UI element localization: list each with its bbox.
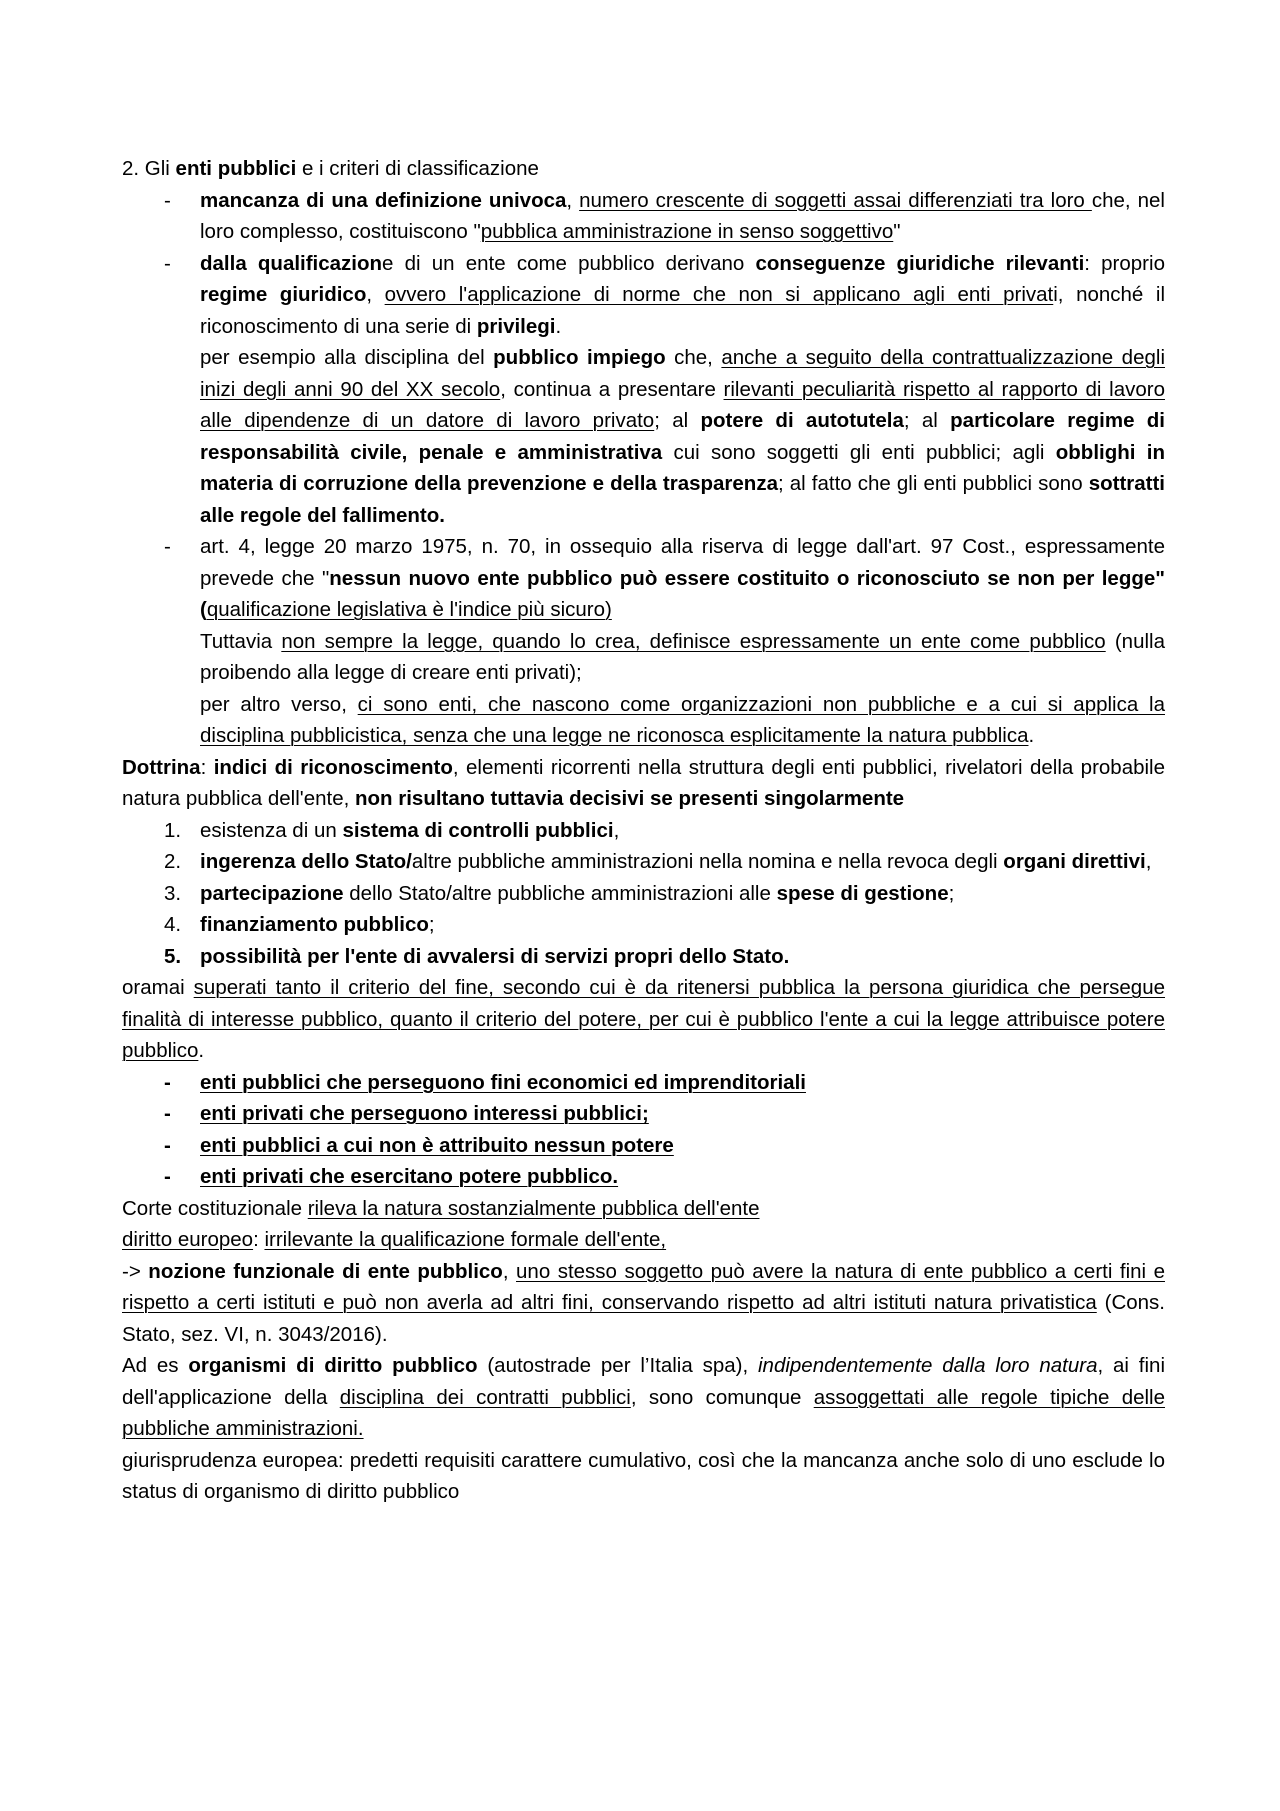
number-marker: 2.: [164, 850, 182, 873]
numbered-item-1: 1. esistenza di un sistema di controlli pubblici,: [122, 815, 1165, 847]
bold-bullet-item: - enti privati che esercitano potere pubblico.: [122, 1161, 1165, 1193]
numbered-item-2: 2. ingerenza dello Stato/altre pubbliche amministrazioni nella nomina e nella revoca degli organi direttivi,: [122, 846, 1165, 878]
bold-bullet-item: - enti pubblici a cui non è attribuito nessun potere: [122, 1130, 1165, 1162]
bold-bullet-item: - enti privati che perseguono interessi pubblici;: [122, 1098, 1165, 1130]
bullet-marker: -: [164, 1102, 171, 1125]
bullet-continuation-altro-verso: per altro verso, ci sono enti, che nascono come organizzazioni non pubbliche e a cui si applica la disciplina pubblicistica, senza che una legge ne riconosca esplicitamente la natura pubblica.: [200, 692, 1165, 747]
bullet-item-qualification: - dalla qualificazione di un ente come pubblico derivano conseguenze giuridiche rilevanti: proprio regime giuridico, ovvero l'applicazione di norme che non si applicano agli enti privati, nonché il riconoscimento di una serie di privilegi.: [122, 248, 1165, 343]
section-heading: [122, 153, 1165, 185]
heading-text: e i criteri di classificazione: [296, 157, 539, 180]
bullet-marker: -: [164, 1070, 171, 1094]
paragraph-corte: Corte costituzionale rileva la natura sostanzialmente pubblica dell'ente: [122, 1196, 760, 1220]
bullet-continuation-example: per esempio alla disciplina del pubblico impiego che, anche a seguito della contrattualizzazione degli inizi degli anni 90 del XX secolo, continua a presentare rilevanti peculiarità rispetto al rapporto di lavoro alle dipendenze di un datore di lavoro privato; al potere di autotutela; al particolare regime di responsabilità civile, penale e amministrativa cui sono soggetti gli enti pubblici; agli obblighi in materia di corruzione della prevenzione e della trasparenza; al fatto che gli enti pubblici sono sottratti alle regole del fallimento.: [200, 346, 1165, 527]
number-marker: 1.: [164, 818, 182, 842]
numbered-item-4: 4. finanziamento pubblico;: [122, 909, 1165, 941]
bullet-item-law: - art. 4, legge 20 marzo 1975, n. 70, in ossequio alla riserva di legge dall'art. 97 Cost., espressamente prevede che "nessun nuovo ente pubblico può essere costituito o riconosciuto se non per legge" (qualificazione legislativa è l'indice più sicuro): [122, 531, 1165, 626]
number-marker: 3.: [164, 881, 182, 905]
bullet-marker: -: [164, 535, 171, 558]
numbered-item-5: 5. possibilità per l'ente di avvalersi di servizi propri dello Stato.: [122, 941, 1165, 973]
heading-bold: enti pubblici: [175, 157, 297, 180]
document-page: [122, 153, 1165, 1508]
paragraph-giurisprudenza: giurisprudenza europea: predetti requisiti carattere cumulativo, così che la mancanza anche solo di uno esclude lo status di organismo di diritto pubblico: [122, 1448, 1165, 1503]
bullet-marker: -: [164, 188, 171, 212]
bullet-continuation-tuttavia: Tuttavia non sempre la legge, quando lo crea, definisce espressamente un ente come pubblico (nulla proibendo alla legge di creare enti privati);: [200, 629, 1165, 684]
bullet-marker: -: [164, 1165, 171, 1188]
paragraph-diritto-europeo: diritto europeo: irrilevante la qualificazione formale dell'ente,: [122, 1228, 667, 1251]
paragraph-oramai: oramai superati tanto il criterio del fine, secondo cui è da ritenersi pubblica la persona giuridica che persegue finalità di interesse pubblico, quanto il criterio del potere, per cui è pubblico l'ente a cui la legge attribuisce potere pubblico.: [122, 976, 1165, 1062]
paragraph-ad-es: Ad es organismi di diritto pubblico (autostrade per l’Italia spa), indipendentemente dalla loro natura, ai fini dell'applicazione della disciplina dei contratti pubblici, sono comunque assoggettati alle regole tipiche delle pubbliche amministrazioni.: [122, 1354, 1165, 1440]
paragraph-nozione: -> nozione funzionale di ente pubblico, uno stesso soggetto può avere la natura di ente pubblico a certi fini e rispetto a certi istituti e può non averla ad altri fini, conservando rispetto ad altri istituti natura privatistica (Cons. Stato, sez. VI, n. 3043/2016).: [122, 1259, 1165, 1346]
bold-bullet-item: - enti pubblici che perseguono fini economici ed imprenditoriali: [122, 1067, 1165, 1099]
bullet-marker: -: [164, 1133, 171, 1157]
numbered-item-3: 3. partecipazione dello Stato/altre pubbliche amministrazioni alle spese di gestione;: [122, 878, 1165, 910]
number-marker: 5.: [164, 944, 182, 968]
bullet-item-definition: - mancanza di una definizione univoca, numero crescente di soggetti assai differenziati tra loro che, nel loro complesso, costituiscono "pubblica amministrazione in senso soggettivo": [122, 185, 1165, 248]
bullet-marker: -: [164, 251, 171, 275]
heading-text: 2. Gli: [122, 157, 176, 180]
number-marker: 4.: [164, 913, 182, 936]
paragraph-dottrina: Dottrina: indici di riconoscimento, elementi ricorrenti nella struttura degli enti pubblici, rivelatori della probabile natura pubblica dell'ente, non risultano tuttavia decisivi se presenti singolarmente: [122, 755, 1166, 810]
